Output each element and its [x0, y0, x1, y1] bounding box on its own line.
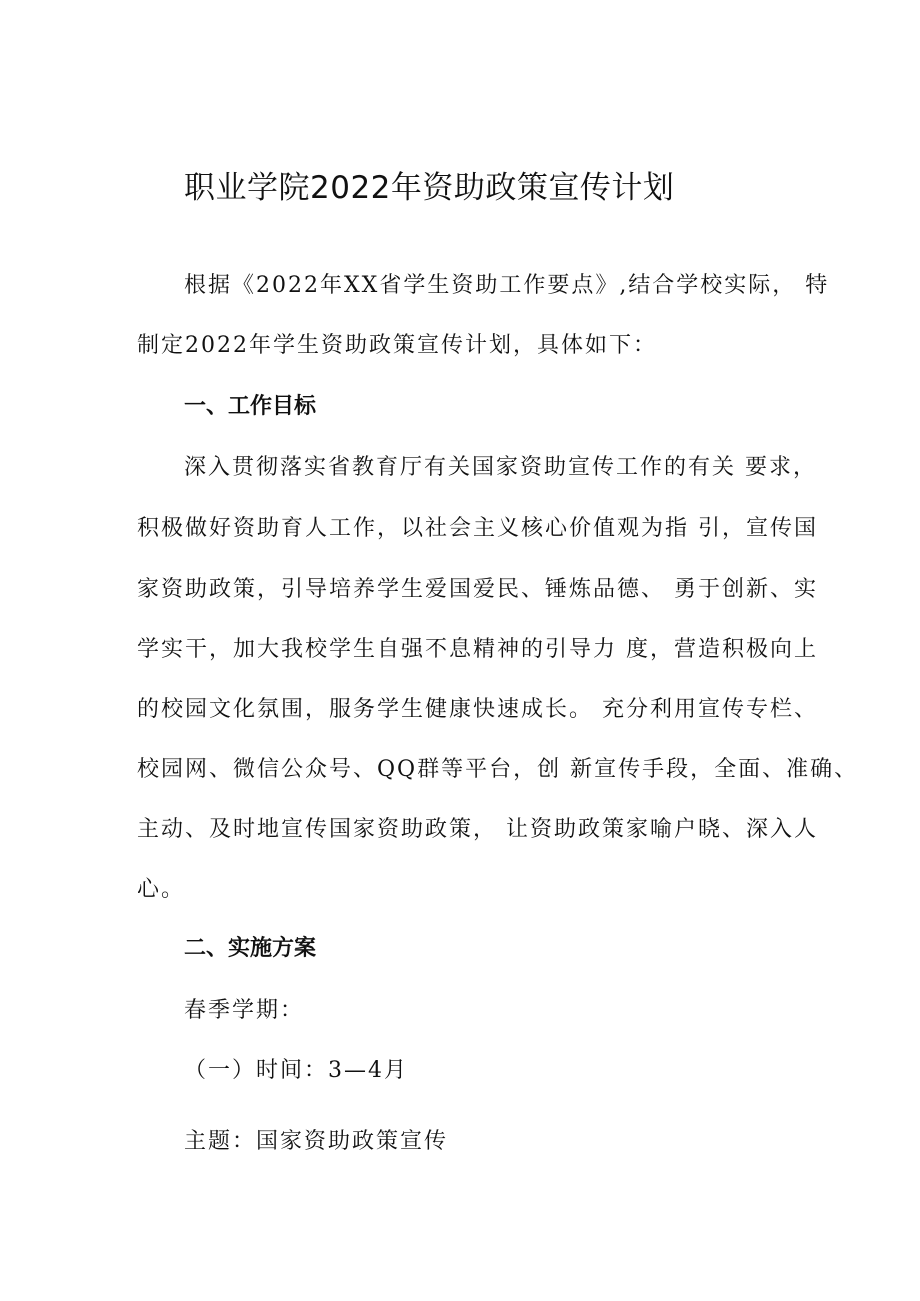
document-title: 职业学院2022年资助政策宣传计划	[184, 170, 675, 206]
goals-line-6: 校园网、微信公众号、QQ群等平台，创 新宣传手段，全面、准确、	[137, 757, 859, 782]
plan-time: （一）时间：3—4月	[184, 1058, 408, 1083]
plan-topic: 主题：国家资助政策宣传	[184, 1129, 449, 1154]
goals-line-2: 积极做好资助育人工作，以社会主义核心价值观为指 引，宣传国	[137, 516, 818, 541]
goals-line-8: 心。	[137, 877, 186, 902]
goals-line-7: 主动、及时地宣传国家资助政策， 让资助政策家喻户晓、深入人	[137, 817, 818, 842]
goals-line-4: 学实干，加大我校学生自强不息精神的引导力 度，营造积极向上	[137, 637, 818, 662]
intro-line-2: 制定2022年学生资助政策宣传计划，具体如下：	[137, 333, 657, 358]
goals-line-3: 家资助政策，引导培养学生爱国爱民、锤炼品德、 勇于创新、实	[137, 577, 818, 602]
goals-line-5: 的校园文化氛围，服务学生健康快速成长。 充分利用宣传专栏、	[137, 697, 818, 722]
section-heading-plan: 二、实施方案	[184, 936, 317, 961]
section-heading-goals: 一、工作目标	[184, 394, 317, 419]
goals-line-1: 深入贯彻落实省教育厅有关国家资助宣传工作的有关 要求，	[184, 455, 817, 480]
intro-line-1: 根据《2022年XX省学生资助工作要点》,结合学校实际， 特	[184, 273, 830, 298]
plan-semester: 春季学期：	[184, 998, 305, 1023]
